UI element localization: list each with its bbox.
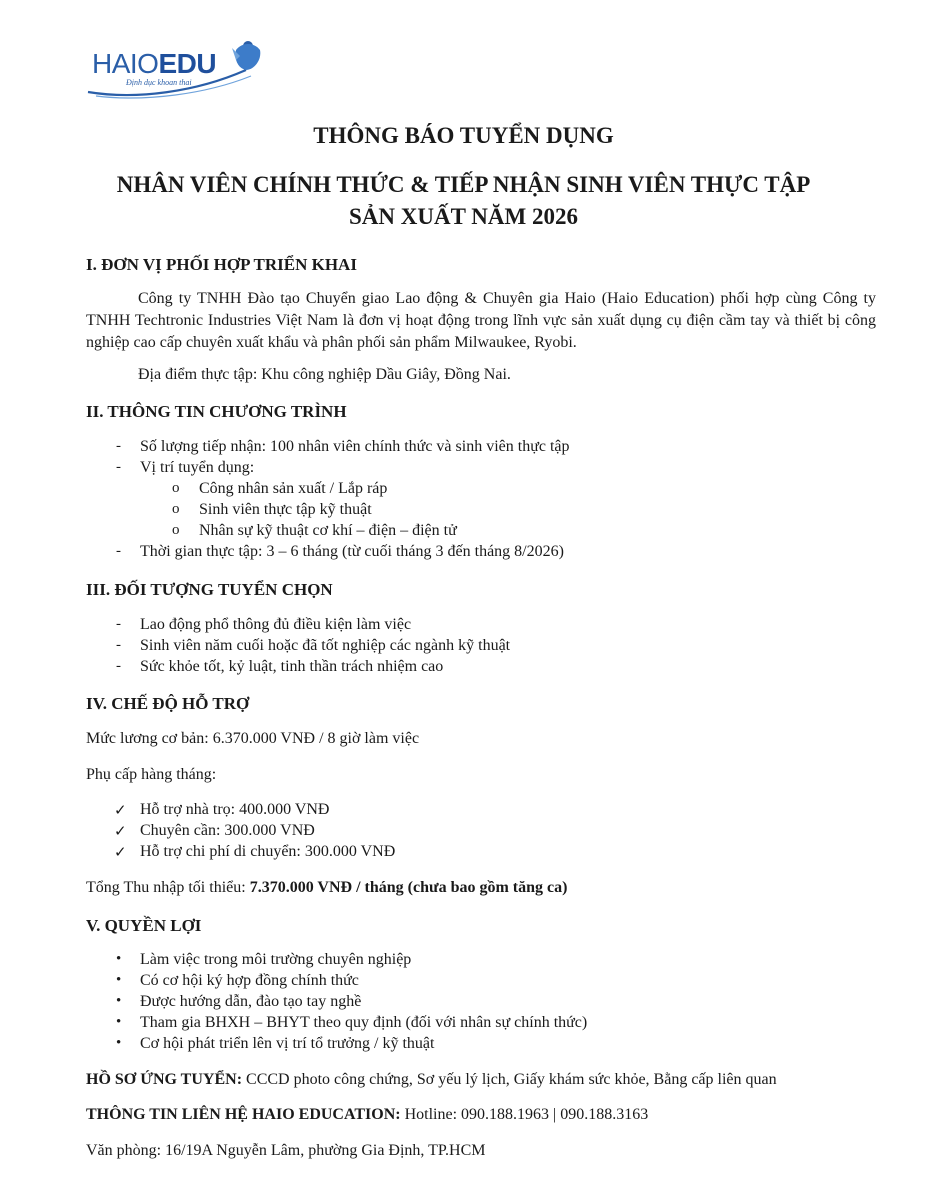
contact-label: THÔNG TIN LIÊN HỆ HAIO EDUCATION: <box>86 1106 401 1123</box>
sub-list-item: Sinh viên thực tập kỹ thuật <box>199 501 372 518</box>
list-item: Cơ hội phát triển lên vị trí tổ trưởng / kỹ thuật <box>140 1035 435 1052</box>
dash-marker: - <box>116 616 121 632</box>
logo-tagline: Định dục khoan thai <box>126 78 192 87</box>
list-item: Thời gian thực tập: 3 – 6 tháng (từ cuối tháng 3 đến tháng 8/2026) <box>140 543 564 560</box>
check-icon: ✓ <box>114 824 127 840</box>
check-icon: ✓ <box>114 803 127 819</box>
documents-label: HỒ SƠ ỨNG TUYỂN: <box>86 1071 243 1088</box>
list-item: Số lượng tiếp nhận: 100 nhân viên chính thức và sinh viên thực tập <box>140 438 570 455</box>
allowance-item: Hỗ trợ chi phí di chuyển: 300.000 VNĐ <box>140 843 396 860</box>
partner-paragraph: Công ty TNHH Đào tạo Chuyển giao Lao động & Chuyên gia Haio (Haio Education) phối hợp cùng Công ty TNHH Techtronic Industries Việt Nam là đơn vị hoạt động trong lĩnh vực sản xuất dụng cụ điện cầm tay và thiết bị công nghiệp cao cấp chuyên xuất khẩu và phân phối sản phẩm Milwaukee, Ryobi. <box>86 290 876 351</box>
location-line: Địa điểm thực tập: Khu công nghiệp Dầu Giây, Đồng Nai. <box>138 366 511 383</box>
bullet-marker: • <box>116 1035 122 1051</box>
section-heading-rights: V. QUYỀN LỢI <box>86 916 202 935</box>
list-item: Được hướng dẫn, đào tạo tay nghề <box>140 993 362 1010</box>
total-income-line <box>86 879 567 897</box>
list-item: Vị trí tuyển dụng: <box>140 459 255 476</box>
logo-wordmark: HAIOEDU <box>92 48 217 79</box>
bullet-marker: • <box>116 1014 122 1030</box>
dash-marker: - <box>116 658 121 674</box>
dash-marker: - <box>116 543 121 559</box>
base-salary-line: Mức lương cơ bản: 6.370.000 VNĐ / 8 giờ làm việc <box>86 730 420 747</box>
sub-list-item: Nhân sự kỹ thuật cơ khí – điện – điện tử <box>199 522 457 539</box>
office-address: Văn phòng: 16/19A Nguyễn Lâm, phường Gia Định, TP.HCM <box>86 1142 486 1159</box>
haio-edu-logo <box>86 36 266 100</box>
section-heading-benefits-pay: IV. CHẾ ĐỘ HỖ TRỢ <box>86 694 250 713</box>
list-item: Có cơ hội ký hợp đồng chính thức <box>140 972 359 989</box>
section-heading-candidates: III. ĐỐI TƯỢNG TUYỂN CHỌN <box>86 580 333 599</box>
sub-list-item: Công nhân sản xuất / Lắp ráp <box>199 480 388 497</box>
allowance-item: Chuyên cần: 300.000 VNĐ <box>140 822 315 839</box>
hotline-value: Hotline: 090.188.1963 | 090.188.3163 <box>400 1106 649 1123</box>
page-subtitle-line2: SẢN XUẤT NĂM 2026 <box>349 204 578 229</box>
circle-marker: o <box>172 501 180 517</box>
circle-marker: o <box>172 480 180 496</box>
allowance-item: Hỗ trợ nhà trọ: 400.000 VNĐ <box>140 801 330 818</box>
bullet-marker: • <box>116 951 122 967</box>
total-income-value: 7.370.000 VNĐ / tháng (chưa bao gồm tăng ca) <box>249 879 568 896</box>
dash-marker: - <box>116 459 121 475</box>
contact-line <box>86 1106 648 1124</box>
list-item: Làm việc trong môi trường chuyên nghiệp <box>140 951 412 968</box>
list-item: Tham gia BHXH – BHYT theo quy định (đối với nhân sự chính thức) <box>140 1014 588 1031</box>
circle-marker: o <box>172 522 180 538</box>
allowance-label: Phụ cấp hàng tháng: <box>86 766 217 783</box>
section-heading-program: II. THÔNG TIN CHƯƠNG TRÌNH <box>86 402 347 421</box>
application-documents-line <box>86 1071 777 1089</box>
page-title: THÔNG BÁO TUYỂN DỤNG <box>313 123 614 148</box>
list-item: Sức khỏe tốt, kỷ luật, tinh thần trách nhiệm cao <box>140 658 444 675</box>
documents-value: CCCD photo công chứng, Sơ yếu lý lịch, Giấy khám sức khỏe, Bằng cấp liên quan <box>242 1071 777 1088</box>
bullet-marker: • <box>116 972 122 988</box>
total-income-label: Tổng Thu nhập tối thiểu: <box>86 879 250 896</box>
dash-marker: - <box>116 438 121 454</box>
dash-marker: - <box>116 637 121 653</box>
list-item: Sinh viên năm cuối hoặc đã tốt nghiệp các ngành kỹ thuật <box>140 637 511 654</box>
check-icon: ✓ <box>114 845 127 861</box>
list-item: Lao động phổ thông đủ điều kiện làm việc <box>140 616 412 633</box>
section-heading-partner: I. ĐƠN VỊ PHỐI HỢP TRIỂN KHAI <box>86 255 357 274</box>
page-subtitle-line1: NHÂN VIÊN CHÍNH THỨC & TIẾP NHẬN SINH VIÊN THỰC TẬP <box>116 172 811 197</box>
bullet-marker: • <box>116 993 122 1009</box>
